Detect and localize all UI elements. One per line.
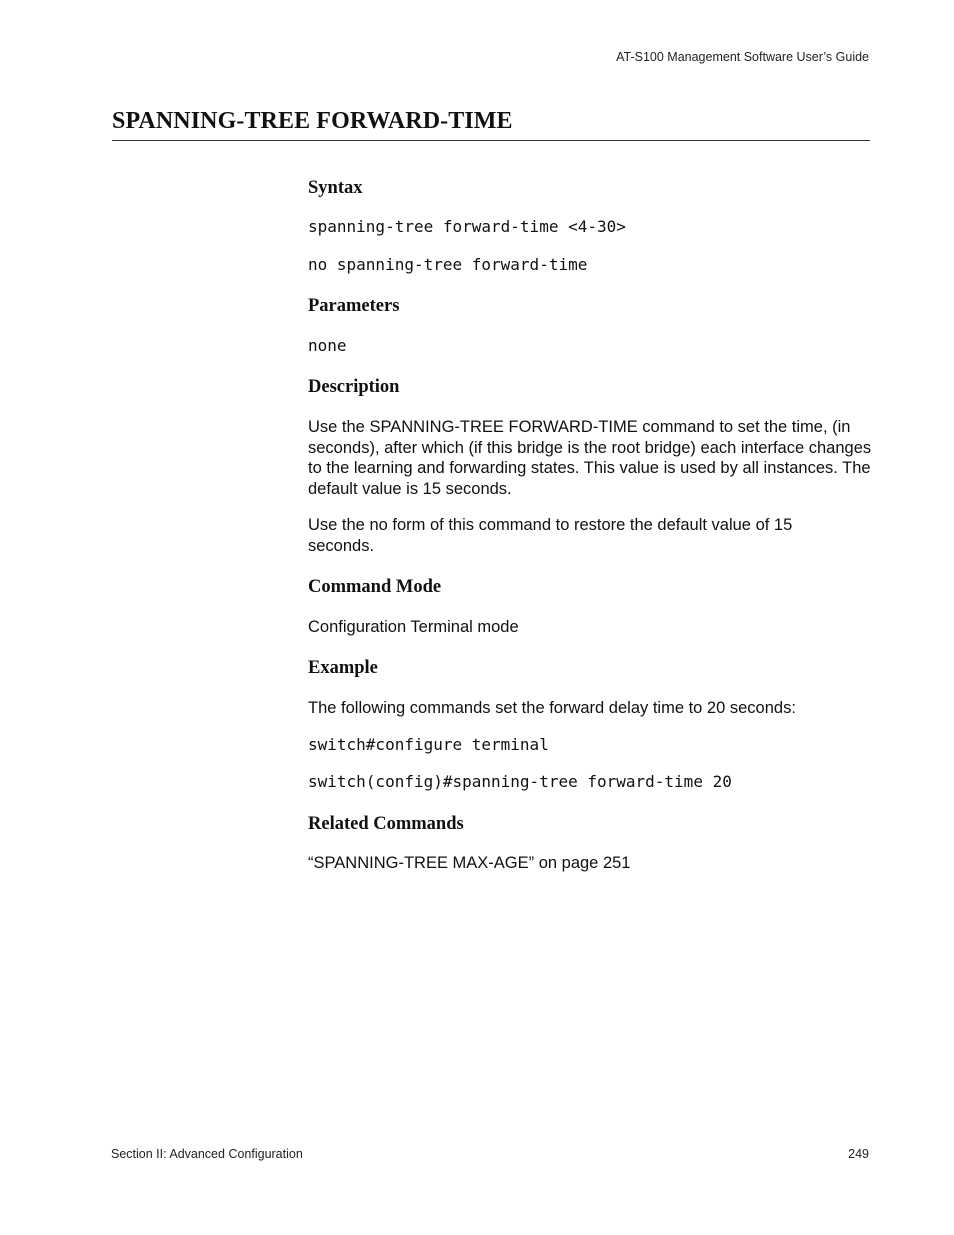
example-heading: Example (308, 658, 378, 678)
syntax-heading: Syntax (308, 178, 363, 198)
parameters-heading: Parameters (308, 296, 400, 316)
page-title: SPANNING-TREE FORWARD-TIME (112, 108, 513, 134)
example-command-line: switch(config)#spanning-tree forward-time 20 (308, 772, 732, 791)
parameters-value: none (308, 336, 347, 355)
example-command-line: switch#configure terminal (308, 735, 549, 754)
related-command-link[interactable]: “SPANNING-TREE MAX-AGE” on page 251 (308, 854, 631, 872)
example-intro: The following commands set the forward delay time to 20 seconds: (308, 699, 796, 717)
syntax-line: spanning-tree forward-time <4-30> (308, 217, 626, 236)
footer-section-label: Section II: Advanced Configuration (111, 1147, 303, 1161)
footer-page-number: 249 (848, 1147, 869, 1161)
title-divider (112, 140, 870, 141)
command-mode-heading: Command Mode (308, 577, 442, 597)
description-paragraph: Use the no form of this command to restore the default value of 15 seconds. (308, 516, 793, 555)
running-header: AT-S100 Management Software User’s Guide (616, 50, 869, 64)
command-mode-value: Configuration Terminal mode (308, 618, 519, 636)
description-paragraph: Use the SPANNING-TREE FORWARD-TIME command to set the time, (in seconds), after which (if this bridge is the root bridge) each interface changes to the learning and forwarding states. This value is used by all instances. The default value is 15 seconds. (308, 418, 872, 498)
description-heading: Description (308, 377, 400, 397)
related-commands-heading: Related Commands (308, 814, 464, 834)
syntax-line: no spanning-tree forward-time (308, 255, 588, 274)
